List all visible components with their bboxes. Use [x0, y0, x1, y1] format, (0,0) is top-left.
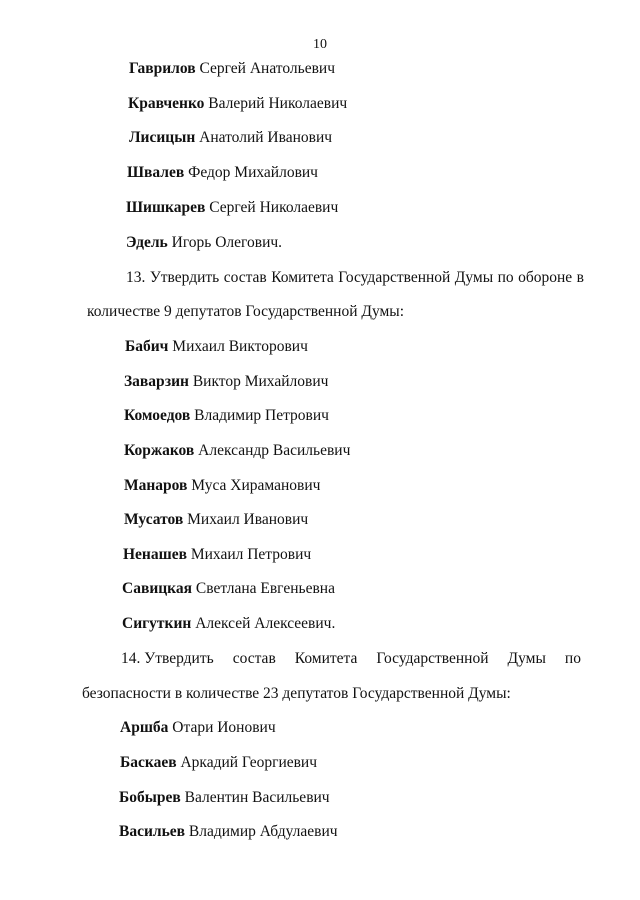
paragraph-word: состав: [223, 269, 267, 286]
member-given-names: Отари Ионович: [168, 719, 276, 736]
member-entry: [120, 754, 317, 772]
paragraph-word: по: [564, 650, 581, 667]
member-surname: Заварзин: [124, 373, 189, 390]
member-surname: Гаврилов: [129, 60, 196, 77]
member-surname: Сигуткин: [122, 615, 192, 632]
member-surname: Кравченко: [128, 95, 205, 112]
member-surname: Баскаев: [120, 754, 177, 771]
member-surname: Аршба: [120, 719, 169, 736]
member-given-names: Михаил Иванович: [183, 511, 309, 528]
member-given-names: Игорь Олегович.: [167, 234, 283, 251]
member-given-names: Валерий Николаевич: [204, 95, 348, 112]
paragraph-13-line-2: количестве 9 депутатов Государственной Думы:: [87, 303, 405, 320]
member-given-names: Михаил Викторович: [168, 338, 308, 355]
member-surname: Савицкая: [122, 580, 193, 597]
member-surname: Бобырев: [119, 789, 181, 806]
paragraph-13-line-1: [126, 269, 584, 287]
member-given-names: Аркадий Георгиевич: [176, 754, 318, 771]
member-entry: [126, 234, 282, 252]
member-given-names: Алексей Алексеевич.: [191, 615, 336, 632]
member-entry: [128, 95, 347, 113]
paragraph-word: состав: [232, 650, 276, 667]
paragraph-word: Думы: [454, 269, 494, 286]
paragraph-14-line-1: [121, 650, 581, 668]
paragraph-word: Утвердить: [149, 269, 220, 286]
member-entry: [126, 199, 338, 217]
member-entry: [125, 338, 308, 356]
member-given-names: Сергей Николаевич: [205, 199, 339, 216]
member-given-names: Владимир Абдулаевич: [185, 823, 338, 840]
member-given-names: Александр Васильевич: [194, 442, 351, 459]
member-entry: [124, 407, 329, 425]
member-surname: Комоедов: [124, 407, 191, 424]
member-entry: [119, 823, 338, 841]
member-entry: [119, 789, 330, 807]
member-given-names: Валентин Васильевич: [180, 789, 330, 806]
paragraph-word: Государственной: [338, 269, 451, 286]
member-entry: [124, 373, 328, 391]
member-entry: [122, 580, 335, 598]
member-given-names: Светлана Евгеньевна: [192, 580, 335, 597]
member-entry: [122, 615, 335, 633]
member-given-names: Владимир Петрович: [190, 407, 329, 424]
member-given-names: Михаил Петрович: [186, 546, 312, 563]
paragraph-14-line-2: безопасности в количестве 23 депутатов Государственной Думы:: [82, 685, 511, 702]
member-surname: Швалев: [127, 164, 185, 181]
member-surname: Эдель: [126, 234, 168, 251]
paragraph-word: 13.: [126, 269, 146, 286]
member-surname: Лисицын: [129, 129, 196, 146]
paragraph-word: Думы: [507, 650, 546, 667]
member-surname: Шишкарев: [126, 199, 206, 216]
member-given-names: Виктор Михайлович: [188, 373, 329, 390]
paragraph-word: Комитета: [294, 650, 358, 667]
paragraph-word: Государственной: [376, 650, 489, 667]
member-surname: Коржаков: [124, 442, 195, 459]
member-entry: [127, 164, 318, 182]
member-entry: [120, 719, 276, 737]
member-given-names: Сергей Анатольевич: [195, 60, 336, 77]
member-surname: Васильев: [119, 823, 186, 840]
paragraph-word: 14. Утвердить: [121, 650, 214, 667]
member-given-names: Федор Михайлович: [184, 164, 318, 181]
member-surname: Манаров: [124, 477, 188, 494]
member-surname: Мусатов: [124, 511, 184, 528]
member-given-names: Анатолий Иванович: [195, 129, 333, 146]
paragraph-word: по: [497, 269, 514, 286]
paragraph-word: обороне: [518, 269, 573, 286]
paragraph-word: в: [576, 269, 584, 286]
member-entry: [129, 60, 335, 78]
member-entry: [123, 546, 311, 564]
member-entry: [124, 477, 320, 495]
page-number: 10: [313, 37, 327, 52]
member-entry: [124, 511, 308, 529]
member-surname: Бабич: [125, 338, 169, 355]
member-given-names: Муса Хираманович: [187, 477, 321, 494]
paragraph-word: Комитета: [271, 269, 334, 286]
member-entry: [129, 129, 332, 147]
member-entry: [124, 442, 350, 460]
member-surname: Ненашев: [123, 546, 187, 563]
